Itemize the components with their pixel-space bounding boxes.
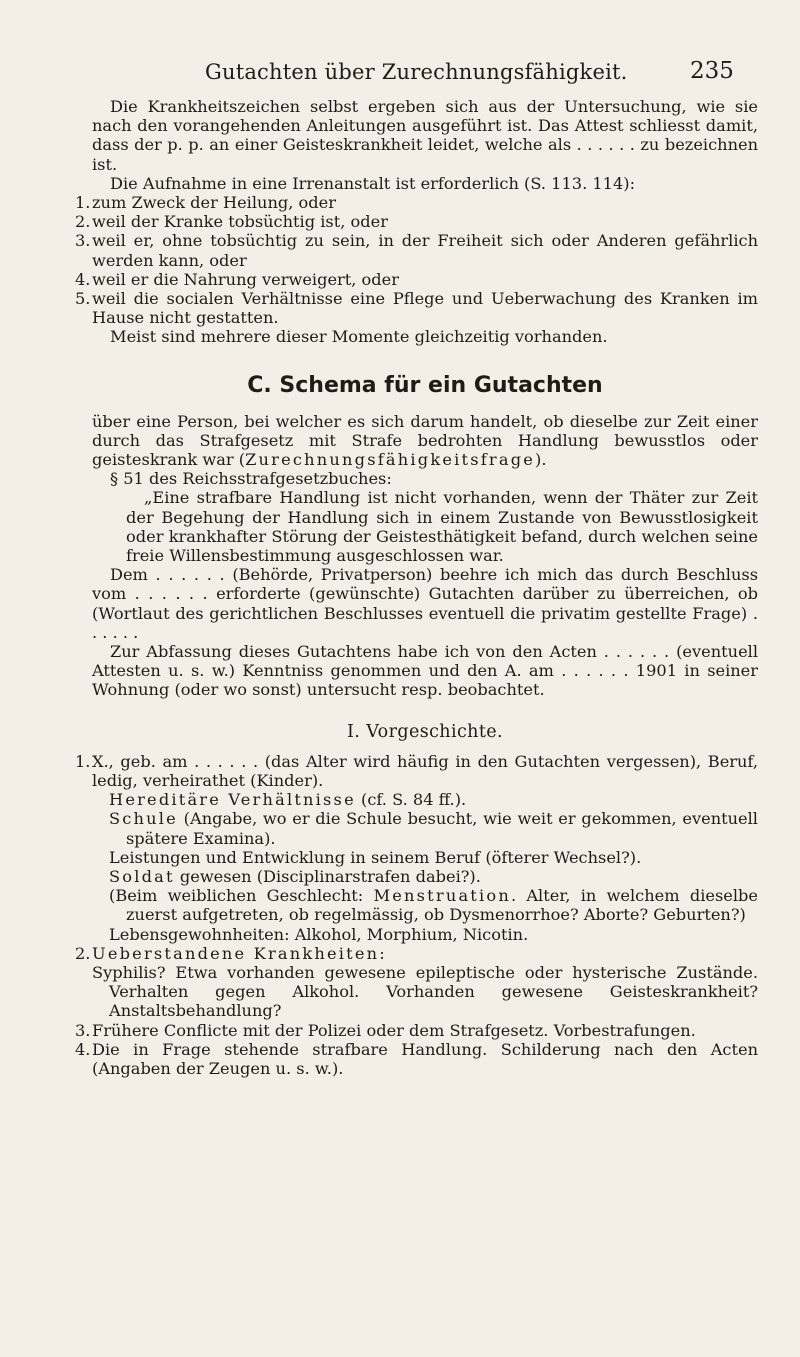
history-text: gewesen (Disciplinarstrafen dabei?).: [174, 866, 481, 886]
history-item-1: [75, 751, 758, 944]
history-text: (cf. S. 84 ff.).: [355, 790, 467, 810]
history-item-3: [75, 1020, 758, 1040]
history-line: Syphilis? Etwa vorhanden gewesene epileptische oder hysterische Zustände. Verhalten gegen Alkohol. Vorhanden gewesene Geisteskrankheit? Anstaltsbehandlung?: [92, 962, 758, 1021]
history-line: Lebensgewohnheiten: Alkohol, Morphium, Nicotin.: [109, 924, 529, 944]
history-line: [109, 867, 758, 886]
history-text: Die in Frage stehende strafbare Handlung. Schilderung nach den Acten (Angaben der Zeugen u. s. w.).: [92, 1039, 758, 1078]
reason-text: weil die socialen Verhältnisse eine Pflege und Ueberwachung des Kranken im Hause nicht gestatten.: [92, 289, 758, 328]
running-title: Gutachten über Zurechnungsfähigkeit.: [205, 60, 628, 84]
reason-number: 5.: [75, 289, 91, 309]
item-number: 1.: [75, 751, 91, 771]
intro-paragraph-1: Die Krankheitszeichen selbst ergeben sich aus der Untersuchung, wie sie nach den vorangehenden Anleitungen ausgeführt ist. Das Attest schliesst damit, dass der p. p. an einer Geisteskrankheit leidet, welche als . . . . . . zu bezeichnen ist.: [92, 97, 758, 174]
item-number: 4.: [75, 1039, 91, 1059]
spaced-term: Hereditäre Verhältnisse: [109, 790, 356, 810]
reason-item: [75, 193, 758, 213]
history-line: [109, 886, 758, 925]
spaced-term: Schule: [109, 809, 178, 829]
reason-text: zum Zweck der Heilung, oder: [92, 193, 336, 213]
history-text: Frühere Conflicte mit der Polizei oder dem Strafgesetz. Vorbestrafungen.: [92, 1020, 696, 1040]
spaced-term: Soldat: [109, 866, 175, 886]
reason-item: [75, 289, 758, 328]
history-text: . Alter, in welchem dieselbe zuerst aufgetreten, ob regelmässig, ob Dysmenorrhoe? Aborte? Geburten?): [126, 886, 758, 925]
page-header: [0, 58, 800, 88]
section-heading-i: I. Vorgeschichte.: [346, 721, 503, 742]
sources-paragraph: Zur Abfassung dieses Gutachtens habe ich von den Acten . . . . . . (eventuell Attesten u. s. w.) Kenntniss genommen und den A. am . . . . . . 1901 in seiner Wohnung (oder wo sonst) untersucht resp. beobachtet.: [92, 642, 758, 700]
law-quote: „Eine strafbare Handlung ist nicht vorhanden, wenn der Thäter zur Zeit der Begehung der Handlung sich in einem Zustande von Bewusstlosigkeit oder krankhafter Störung der Geistesthätigkeit befand, durch welchen seine freie Willensbestimmung ausgeschlossen war.: [126, 488, 758, 566]
reason-item: [75, 231, 758, 270]
history-line: [109, 790, 758, 809]
page-number: 235: [690, 58, 734, 84]
paragraph-ref: § 51 des Reichsstrafgesetzbuches:: [110, 469, 392, 489]
item-number: 3.: [75, 1020, 91, 1040]
page-body: [75, 97, 758, 1078]
history-line: [75, 751, 758, 790]
reason-number: 3.: [75, 231, 91, 251]
history-text: :: [379, 943, 385, 963]
spaced-term: Zurechnungsfähigkeitsfrage: [245, 450, 536, 470]
item-number: 2.: [75, 943, 91, 963]
history-text: X., geb. am . . . . . . (das Alter wird häufig in den Gutachten vergessen), Beruf, ledig, verheirathet (Kinder).: [92, 751, 758, 790]
schema-intro: [92, 412, 758, 470]
intro-paragraph-3: Meist sind mehrere dieser Momente gleichzeitig vorhanden.: [110, 327, 608, 347]
reason-text: weil der Kranke tobsüchtig ist, oder: [92, 212, 388, 232]
reason-text: weil er die Nahrung verweigert, oder: [92, 269, 399, 289]
intro-paragraph-2: Die Aufnahme in eine Irrenanstalt ist erforderlich (S. 113. 114):: [110, 173, 636, 193]
history-item-2: [75, 943, 758, 1021]
reason-item: [75, 269, 758, 289]
history-text: (Beim weiblichen Geschlecht:: [109, 886, 374, 906]
reason-number: 4.: [75, 269, 91, 289]
reason-item: [75, 212, 758, 232]
address-paragraph: Dem . . . . . . (Behörde, Privatperson) beehre ich mich das durch Beschluss vom . . . . . . erforderte (gewünschte) Gutachten darüber zu überreichen, ob (Wortlaut des gerichtlichen Beschlusses eventuell die privatim gestellte Frage) . . . . . .: [92, 565, 758, 642]
spaced-term: Menstruation: [373, 886, 511, 906]
section-heading-c: C. Schema für ein Gutachten: [247, 372, 603, 398]
history-line: [75, 943, 758, 963]
schema-intro-end: ).: [535, 450, 547, 470]
history-item-4: [75, 1039, 758, 1078]
history-text: (Angabe, wo er die Schule besucht, wie weit er gekommen, eventuell spätere Examina).: [126, 809, 758, 848]
schema-intro-text: über eine Person, bei welcher es sich darum handelt, ob dieselbe zur Zeit einer durch das Strafgesetz mit Strafe bedrohten Handlung bewusstlos oder geisteskrank war (: [92, 411, 758, 470]
reason-text: weil er, ohne tobsüchtig zu sein, in der Freiheit sich oder Anderen gefährlich werden kann, oder: [92, 231, 758, 270]
history-line: [109, 809, 758, 848]
reason-number: 1.: [75, 193, 91, 213]
spaced-term: Ueberstandene Krankheiten: [92, 943, 380, 963]
history-line: Leistungen und Entwicklung in seinem Beruf (öfterer Wechsel?).: [109, 847, 642, 867]
reason-number: 2.: [75, 212, 91, 232]
